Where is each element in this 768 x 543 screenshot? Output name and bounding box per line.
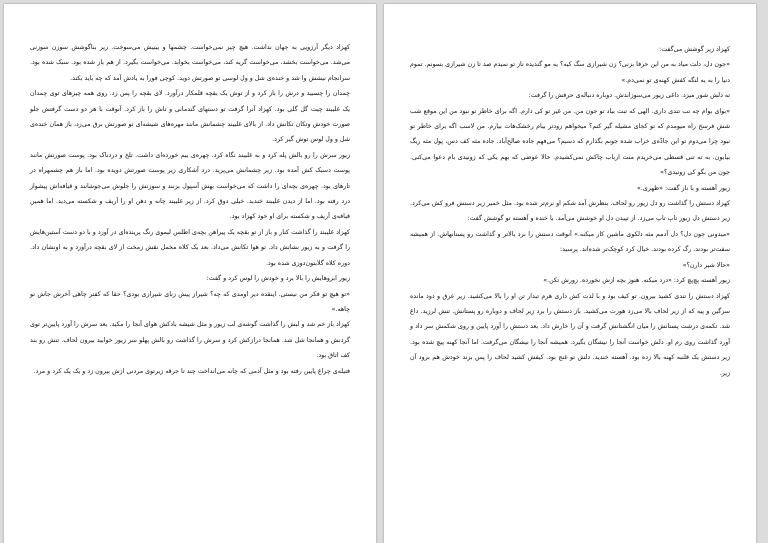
document-page-left bbox=[4, 4, 376, 543]
paragraph: ته دلش شور میزد. داغی زیور می‌سوزاندش. دوباره دنباله‌ی حرفش را گرفت: bbox=[528, 92, 730, 100]
paragraph: «تو هیچ تو فکر من نیستی. اینقده دیر اومدی که چه؟ شیراز پیش زنای شیرازی بودی؟ حقا که کفتر چاهی آخرش جاش تو چاهه.» bbox=[30, 290, 350, 313]
paragraph: زیور آهسته پچ‌پچ کرد: «درد میکنه. هنوز بچه ازش نخورده. زورش تکن.» bbox=[543, 277, 730, 285]
paragraph: «بوای بوام چه تب تندی داری. الهی که تبت بیاد تو جون من. من غیر تو کی دارم. اگه برای خاطر تو نبود من این موقع شب شش فرسخ راه میومدم که تو کجای مشیله گیر کنم؟ میخواهم زودتر بیام رخشک‌هات بیارم. من لاسب اگه برای خاطر تو نبود چرا می‌دوم تو این جادّه‌ی خراب شده جونم بگذارم که دسبم؟ می‌فهم جاده صالح‌آباد. جاده مثه کف دس، پول مثه ریگ بیابون. به ته تنی قسطی می‌خریدم منت ارباب چاکش نمی‌کشیدم. حالا عوضی که بهم یکی که زونیدی بام دعوا می‌کنی. جون من بگو کی زونیدی؟» bbox=[410, 107, 730, 177]
page-text-right bbox=[410, 42, 730, 381]
paragraph: «میدونی جون دل؟ دل آدمم مثه دلکوی ماشین کار میکنه.» آنوقت دستش را برد بالاتر و گذاشت رو پستانهاش. از همیشه سفت‌تر بودند. رگ کرده بودند. خیال کرد کوچک‌تر شده‌اند. پرسید: bbox=[410, 230, 730, 254]
paragraph: زیور ابروهایش را بالا برد و خودش را لوس کرد و گفت: bbox=[206, 275, 350, 283]
document-page-right bbox=[384, 4, 756, 543]
paragraph: کهزاد دستش را تندی کشید بیرون. تو کیف بود و با لذت کش داری هرم تبدار تن او را بالا می‌کشید. زیر عرق و دود مانده سرگین و پیه که از زیر لحاف بالا می‌زد هورت می‌کشید. باز دستش را برد زیر لحاف و دوباره رو پستانش. تنش لرزید. داغ شد. تکمه‌ی درشت پستانش را میان انگشتانش گرفت و آن را خارش داد. بعد دستش را آورد پایین و روی شکمش سر داد و آورد گذاشت روی رم او. دلش خواست آنجا را نیشگان بگیرد. همیشه آنجا را نیشگان می‌گرفت. اما آنجا کهنه پیچ شده بود. زیر دستش یک قلنبه کهنه بالا زده بود. آهسته خندید. دلش تو غنج بود. کیفش کشید لحاف را پس بزند خودش هم برود آن زیر. bbox=[410, 292, 730, 377]
paragraph: کهزاد دیگر آرزویی به جهان نداشت. هیچ چیز نمی‌خواست. چشمها و بینیش می‌سوخت. زیر بناگوشش سوزن سوزنی می‌شد. می‌خواست بخشد، می‌خواست گریه کند، می‌خواست بخوابد. می‌خواست بگیرد. از هم باز شده بود. سبک شده بود. سرانجام نیشش وا شد و خنده‌ی شل و ول لوسی تو صورتش دوید. کوچی فورا به یادش آمد که چه باید بکند. bbox=[30, 44, 350, 82]
page-text-left bbox=[30, 40, 350, 379]
paragraph: «حالا شیر دارن؟» bbox=[682, 261, 730, 269]
paragraph: کهزاد زیر گوشش می‌گفت: bbox=[659, 46, 730, 53]
paragraph: زیور سرش را رو بالش پله کرد و به غلیبند نگاه کرد. چهره‌ی بیم خورده‌ای داشت. تلخ و دردناک بود. پوست صورتش مانند پوست دسبک کش آمده بود. زیر چشمانش می‌پرید. درد آشکاری زیر پوست صورتش دویده بود. اما باز هم چشمهراه در تارهای بود. چهره‌ی بچه‌ای را داشت که می‌خواست بهش آسپول بزنند و سوزنش را جلوش می‌جوشانند و قیافه‌اش پیشواز درد رفته بود. اما از دیدن غلیبند خندید. خیلی دوق کرد. از زیر غلیبند چانه و دهن او را آریف و شکسته می‌دید. اما همین قیافه‌ی آریف و شکسته برای او خود کهزاد بود. bbox=[30, 151, 350, 221]
paragraph: فتیله‌ی چراغ پایین رفته بود و مثل آدمی که چانه می‌انداخت چند تا جرقه زیرتوی مردنی ازش بیرون زد و یک یک کرد و مرد. bbox=[33, 367, 350, 375]
paragraph: کهزاد باز خم شد و لبش را گذاشت گوشه‌ی لب زیور و مثل شیشه بادکش هوای آنجا را مکید. بعد سرش را آورد پایین‌تر توی گردنش و همانجا شل شد. همانجا درازکش کرد و سرش را گذاشت رو بالش پهلو سر زیور خوابید بیرون لحاف. تنش رو بند کف اتاق بود. bbox=[30, 321, 350, 360]
paragraph: چمدان را چسبید و درش را باز کرد و از توش یک بقچه قلمکار درآورد. لای بقچه را پس زد. روی همه چیزهای توی چمدان یک غلیبند چیت گل گلی بود. کهزاد آنرا گرفت تو دستهای گندمانی و تاش را باز کرد. آنوقت با هر دو دست گرفتش جلو صورت خودش وتکان تکانش داد. از بالای غلیبند چشمانش مانند مهره‌های شیشه‌ای تو صورتش برق می‌زد، باز همان خنده‌ی شل و ول لوس توش گیر کرد. bbox=[30, 90, 350, 144]
paragraph: کهزاد غلیبند را گذاشت کنار و باز از تو بقچه یک پیراهن بچه‌ی اطلس لیموی رنگ پرینده‌ای در آورد و با دو دست آستین‌هایش را گرفت و به زیور نشانش داد. تو هوا تکانش می‌داد. بعد یک کلاه مخمل نقش زمخت از لای بقچه درآورد و به اونشان داد. دوره کلاه گلابتون‌دوزی شده بود. bbox=[30, 228, 350, 267]
paragraph: کهزاد دستش را گذاشت رو دل زیور رو لحاف. بنظرش آمد شکم او نرم‌تر شده بود. مثل خمیر زیر دستش فرو کش می‌کرد. زیر دستش دل زیور تاپ تاپ می‌زد. از تپیدن دل او خوشش می‌آمد. با خنده و آهسته تو گوشش گفت: bbox=[410, 200, 730, 223]
paragraph: «جون دل، دلت میاد به من این حرفا بزنی؟ زن شیرازی سگ کیه؟ یه مو گندیده ناز تو نمیدم صد تا زن شیرازی بسونم. تموم دنیا را به یه لنگه کفش کهنه‌ی تو نمی‌دم.» bbox=[410, 61, 730, 84]
paragraph: زیور آهسته و با ناز گفت: «ظهری.» bbox=[637, 184, 730, 192]
